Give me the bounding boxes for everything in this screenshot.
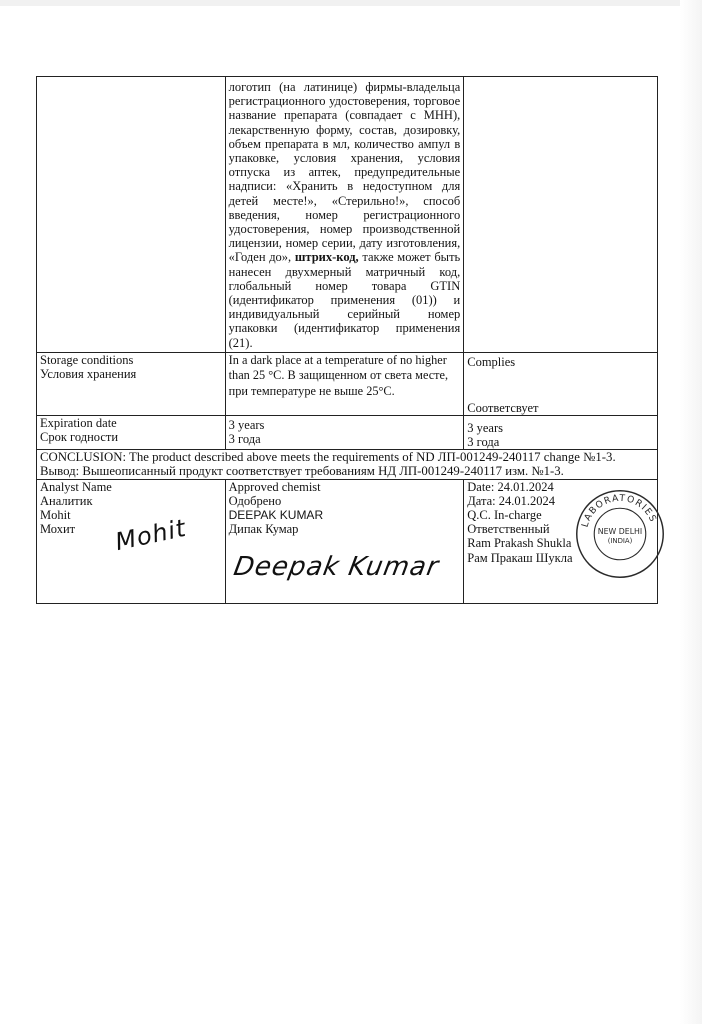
approver-cell: Approved chemist Одобрено DEEPAK KUMAR Дипак Кумар Deepak Kumar <box>225 479 464 603</box>
expiration-label: Expiration date Срок годности <box>37 415 226 449</box>
labeling-description: логотип (на латинице) фирмы-владельца регистрационного удостоверения, торговое название препарата (совпадает с МНН), лекарственную форму, состав, дозировку, объем препарата в мл, количество ампул в упаковке, условия хранения, условия отпуска из аптек, предупредительные надписи: «Хранить в недоступном для детей месте!», «Стерильно!», способ введения, номер регистрационного удостоверения, номер производственной лицензии, номер серии, дату изготовления, «Годен до», штрих-код, также может быть нанесен двухмерный матричный код, глобальный номер товара GTIN (идентификатор применения (01)) и индивидуальный серийный номер упаковки (идентификатор применения (21). <box>225 77 464 353</box>
certificate-table <box>36 76 658 604</box>
labeling-empty-cell <box>37 77 226 353</box>
page-right-shadow <box>680 0 702 1024</box>
storage-row <box>37 352 658 415</box>
expiration-spec: 3 years 3 года <box>225 415 464 449</box>
storage-spec: In a dark place at a temperature of no higher than 25 °C. В защищенном от света месте, при температуре не выше 25°С. <box>225 352 464 415</box>
analyst-signature: Mohit <box>112 513 189 556</box>
labeling-row <box>37 77 658 353</box>
signature-row <box>37 479 658 603</box>
svg-text:LABORATORIES: LABORATORIES <box>579 492 660 529</box>
svg-text:NEW DELHI: NEW DELHI <box>598 526 643 536</box>
approver-signature: Deepak Kumar <box>231 551 441 582</box>
analyst-cell: Analyst Name Аналитик Mohit Мохит Mohit <box>37 479 226 603</box>
qc-cell: Date: 24.01.2024 Дата: 24.01.2024 Q.C. In-charge Ответственный Ram Prakash Shukla Рам Пракаш Шукла LABORATORIES NEW DELHI (INDIA) <box>464 479 658 603</box>
laboratory-stamp <box>574 488 666 580</box>
conclusion-cell: CONCLUSION: The product described above meets the requirements of ND ЛП-001249-240117 change №1-3. Вывод: Вышеописанный продукт соответствует требованиям НД ЛП-001249-240117 изм. №1-3. <box>37 450 658 479</box>
labeling-result-cell <box>464 77 658 353</box>
storage-result: Complies Соответсвует <box>464 352 658 415</box>
conclusion-row <box>37 450 658 479</box>
expiration-row <box>37 415 658 449</box>
page-top-edge <box>0 0 702 6</box>
expiration-result: 3 years 3 года <box>464 415 658 449</box>
storage-label: Storage conditions Условия хранения <box>37 352 226 415</box>
svg-text:(INDIA): (INDIA) <box>607 536 633 545</box>
